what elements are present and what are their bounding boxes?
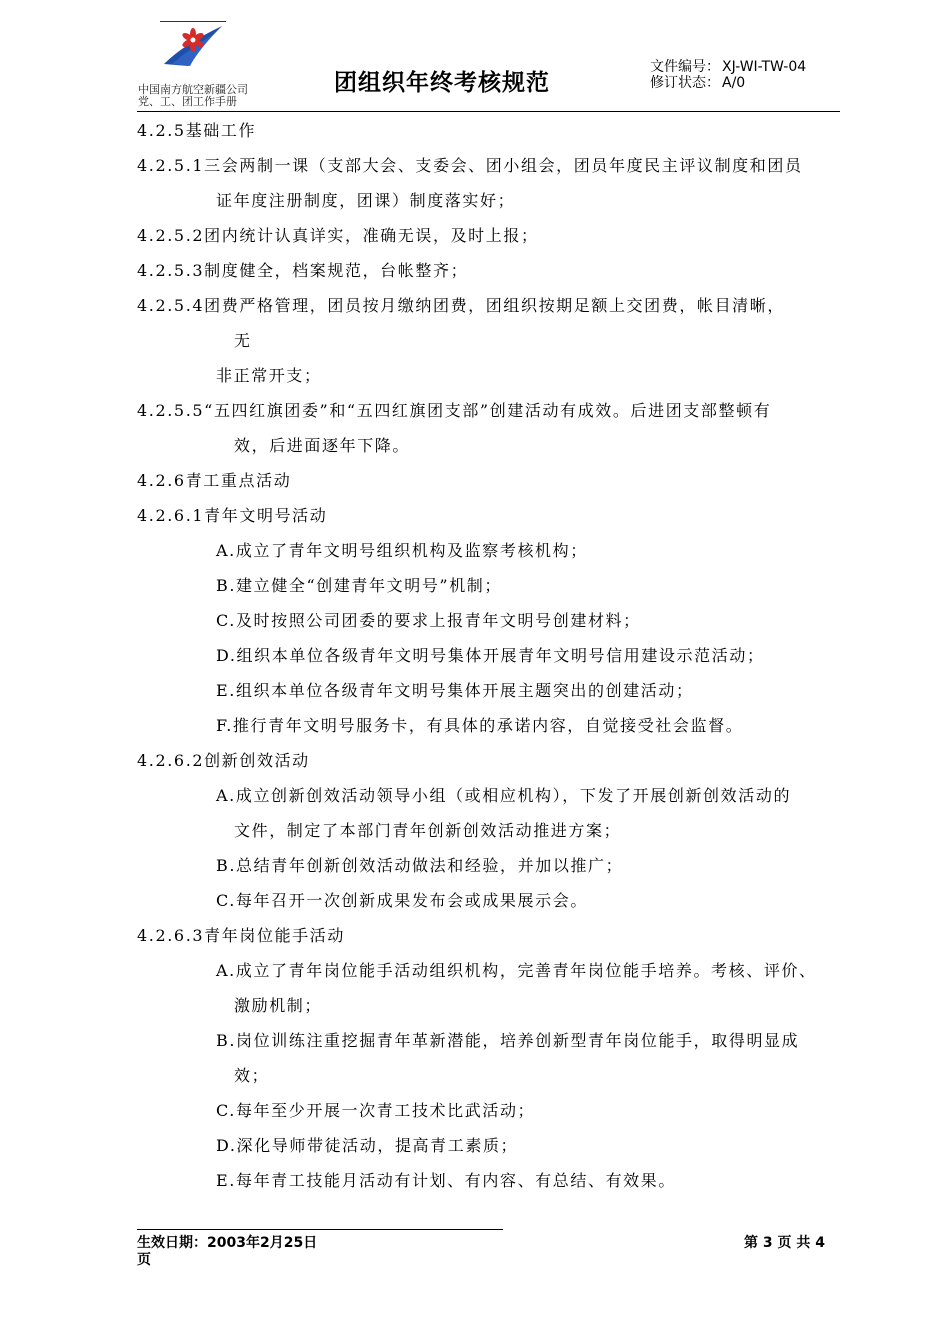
document-title: 团组织年终考核规范: [334, 70, 550, 96]
subsection-heading: 4.2.6.3青年岗位能手活动: [137, 926, 345, 945]
text-line: 非正常开支；: [216, 366, 322, 385]
text-line: 效，后进面逐年下降。: [234, 436, 411, 455]
revision-row: [650, 75, 806, 91]
list-item-continuation: 激励机制；: [234, 996, 323, 1015]
page-number-continuation: 页: [137, 1252, 151, 1268]
section-heading: 4.2.5基础工作: [137, 121, 257, 140]
list-item: C.每年召开一次创新成果发布会或成果展示会。: [216, 891, 588, 910]
airline-logo-icon: [158, 24, 228, 68]
list-item: C.每年至少开展一次青工技术比武活动；: [216, 1101, 536, 1120]
text-line: 证年度注册制度，团课）制度落实好；: [216, 191, 516, 210]
list-item: A.成立创新创效活动领导小组（或相应机构），下发了开展创新创效活动的: [216, 786, 792, 805]
list-item: C.及时按照公司团委的要求上报青年文明号创建材料；: [216, 611, 641, 630]
file-number-label: 文件编号：: [650, 59, 720, 75]
footer-divider: [137, 1229, 503, 1230]
file-number: XJ-WI-TW-04: [722, 59, 807, 75]
list-item: A.成立了青年岗位能手活动组织机构，完善青年岗位能手培养。考核、评价、: [216, 961, 817, 980]
list-item: B.建立健全“创建青年文明号”机制；: [216, 576, 503, 595]
list-item: A.成立了青年文明号组织机构及监察考核机构；: [216, 541, 588, 560]
document-meta: [650, 59, 806, 91]
company-name: [138, 84, 278, 108]
text-line: 4.2.5.4团费严格管理，团员按月缴纳团费，团组织按期足额上交团费，帐目清晰，: [137, 296, 785, 315]
logo-rule: [160, 21, 226, 22]
company-line-1: 中国南方航空新疆公司: [138, 83, 248, 96]
list-item: F.推行青年文明号服务卡，有具体的承诺内容，自觉接受社会监督。: [216, 716, 744, 735]
list-item: B.总结青年创新创效活动做法和经验，并加以推广；: [216, 856, 624, 875]
header-divider: [137, 111, 840, 112]
list-item: E.组织本单位各级青年文明号集体开展主题突出的创建活动；: [216, 681, 694, 700]
text-line: 无: [234, 331, 252, 350]
page-number: 第 3 页 共 4: [744, 1235, 825, 1251]
revision-status: A/0: [722, 75, 746, 91]
section-heading: 4.2.6青工重点活动: [137, 471, 292, 490]
effective-date: 生效日期：2003年2月25日: [137, 1235, 318, 1251]
list-item: E.每年青工技能月活动有计划、有内容、有总结、有效果。: [216, 1171, 676, 1190]
list-item-continuation: 效；: [234, 1066, 270, 1085]
text-line: 4.2.5.3制度健全，档案规范，台帐整齐；: [137, 261, 469, 280]
text-line: 4.2.5.2团内统计认真详实，准确无误，及时上报；: [137, 226, 539, 245]
subsection-heading: 4.2.6.1青年文明号活动: [137, 506, 328, 525]
subsection-heading: 4.2.6.2创新创效活动: [137, 751, 310, 770]
list-item: D.深化导师带徒活动，提高青工素质；: [216, 1136, 519, 1155]
company-line-2: 党、工、团工作手册: [138, 95, 237, 108]
text-line: 4.2.5.1三会两制一课（支部大会、支委会、团小组会，团员年度民主评议制度和团员: [137, 156, 803, 175]
revision-label: 修订状态：: [650, 75, 720, 91]
file-number-row: [650, 59, 806, 75]
text-line: 4.2.5.5“五四红旗团委”和“五四红旗团支部”创建活动有成效。后进团支部整顿有: [137, 401, 772, 420]
list-item: B.岗位训练注重挖掘青年革新潜能，培养创新型青年岗位能手，取得明显成: [216, 1031, 800, 1050]
list-item-continuation: 文件，制定了本部门青年创新创效活动推进方案；: [234, 821, 622, 840]
list-item: D.组织本单位各级青年文明号集体开展青年文明号信用建设示范活动；: [216, 646, 765, 665]
